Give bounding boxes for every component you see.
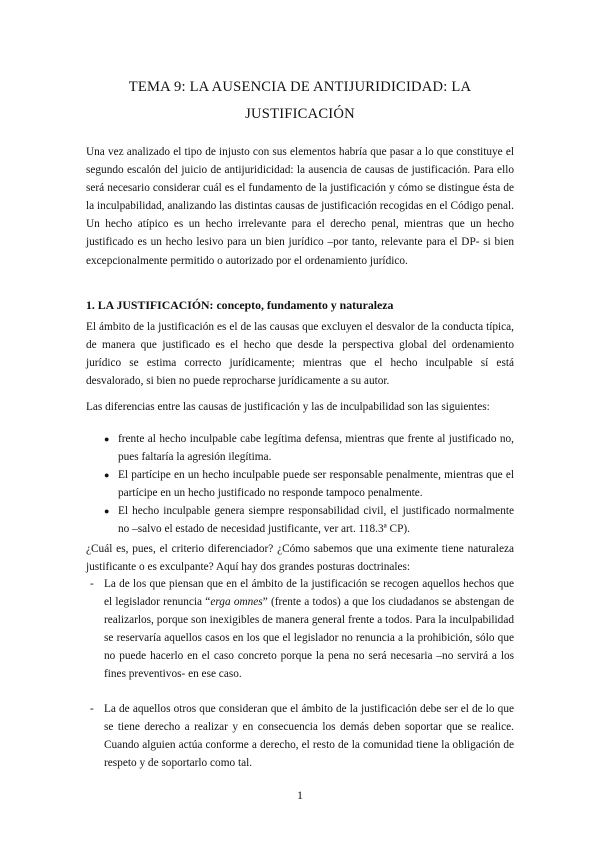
list-item-text: El hecho inculpable genera siempre responsabilidad civil, el justificado normalmente no –salvo el estado de necesidad justificante, ver art. 118.3ª CP). xyxy=(118,505,514,536)
section-1-paragraph-1: El ámbito de la justificación es el de las causas que excluyen el desvalor de la conducta típica, de manera que justificado es el hecho que desde la perspectiva global del ordenamiento jurídico se estima correcto jurídicamente; mientras que el hecho inculpable sí está desvalorado, si bien no puede reprocharse jurídicamente a su autor. xyxy=(86,321,514,388)
page-number: 1 xyxy=(297,788,303,802)
list-item xyxy=(86,700,514,772)
list-item xyxy=(86,502,514,538)
list-item xyxy=(86,430,514,466)
document-title xyxy=(90,74,510,128)
title-line-1: TEMA 9: LA AUSENCIA DE ANTIJURIDICIDAD: LA xyxy=(128,79,472,95)
dash-icon: - xyxy=(90,703,94,715)
section-1-paragraph-3: ¿Cuál es, pues, el criterio diferenciador? ¿Cómo sabemos que una eximente tiene naturaleza justificante o es exculpante? Aquí hay dos grandes posturas doctrinales: xyxy=(86,543,514,574)
list-item-text-after: ” (frente a todos) a que los ciudadanos se abstengan de realizarlos, porque son inexigibles de manera general frente a todos. Para la inculpabilidad se reservaría aquellos casos en los que el legislador no renuncia a la prohibición, sólo que no puede hacerlo en el caso concreto porque la pena no será necesaria –no servirá a los fines preventivos- en ese caso. xyxy=(104,596,514,681)
section-1-paragraph-2: Las diferencias entre las causas de justificación y las de inculpabilidad son las siguientes: xyxy=(86,401,490,413)
section-1-heading: 1. LA JUSTIFICACIÓN: concepto, fundamento y naturaleza xyxy=(86,298,394,312)
list-item-text: frente al hecho inculpable cabe legítima defensa, mientras que frente al justificado no, pues faltaría la agresión ilegítima. xyxy=(118,433,514,464)
list-item-text-before: La de los que piensan que en el ámbito de la justificación se recogen aquellos hechos que el legislador renuncia “ xyxy=(104,578,514,609)
list-item-text: La de aquellos otros que consideran que el ámbito de la justificación debe ser el de lo que se tiene derecho a realizar y en consecuencia los demás deben soportar que se realice. Cuando alguien actúa conforme a derecho, el resto de la comunidad tiene la obligación de respeto y de soportarlo como tal. xyxy=(104,703,514,770)
dash-icon: - xyxy=(90,578,94,590)
differences-list xyxy=(86,430,514,539)
title-line-2: JUSTIFICACIÓN xyxy=(245,106,355,122)
bullet-icon: ● xyxy=(104,434,110,444)
doctrinal-positions-list-1 xyxy=(86,575,514,684)
doctrinal-positions-list-2 xyxy=(86,700,514,772)
intro-paragraph: Una vez analizado el tipo de injusto con sus elementos habría que pasar a lo que constituye el segundo escalón del juicio de antijuridicidad: la ausencia de causas de justificación. Para ello será necesario considerar cuál es el fundamento de la justificación y cómo se distingue ésta de la inculpabilidad, analizando las distintas causas de justificación recogidas en el Código penal. Un hecho atípico es un hecho irrelevante para el derecho penal, mientras que un hecho justificado es un hecho lesivo para un bien jurídico –por tanto, relevante para el DP- si bien excepcionalmente permitido o autorizado por el ordenamiento jurídico. xyxy=(86,146,514,267)
list-item-text: El partícipe en un hecho inculpable puede ser responsable penalmente, mientras que el partícipe en un hecho justificado no responde tampoco penalmente. xyxy=(118,469,514,500)
list-item xyxy=(86,575,514,684)
list-item xyxy=(86,466,514,502)
latin-term: erga omnes xyxy=(210,596,263,609)
bullet-icon: ● xyxy=(104,506,110,517)
bullet-icon: ● xyxy=(104,470,110,481)
